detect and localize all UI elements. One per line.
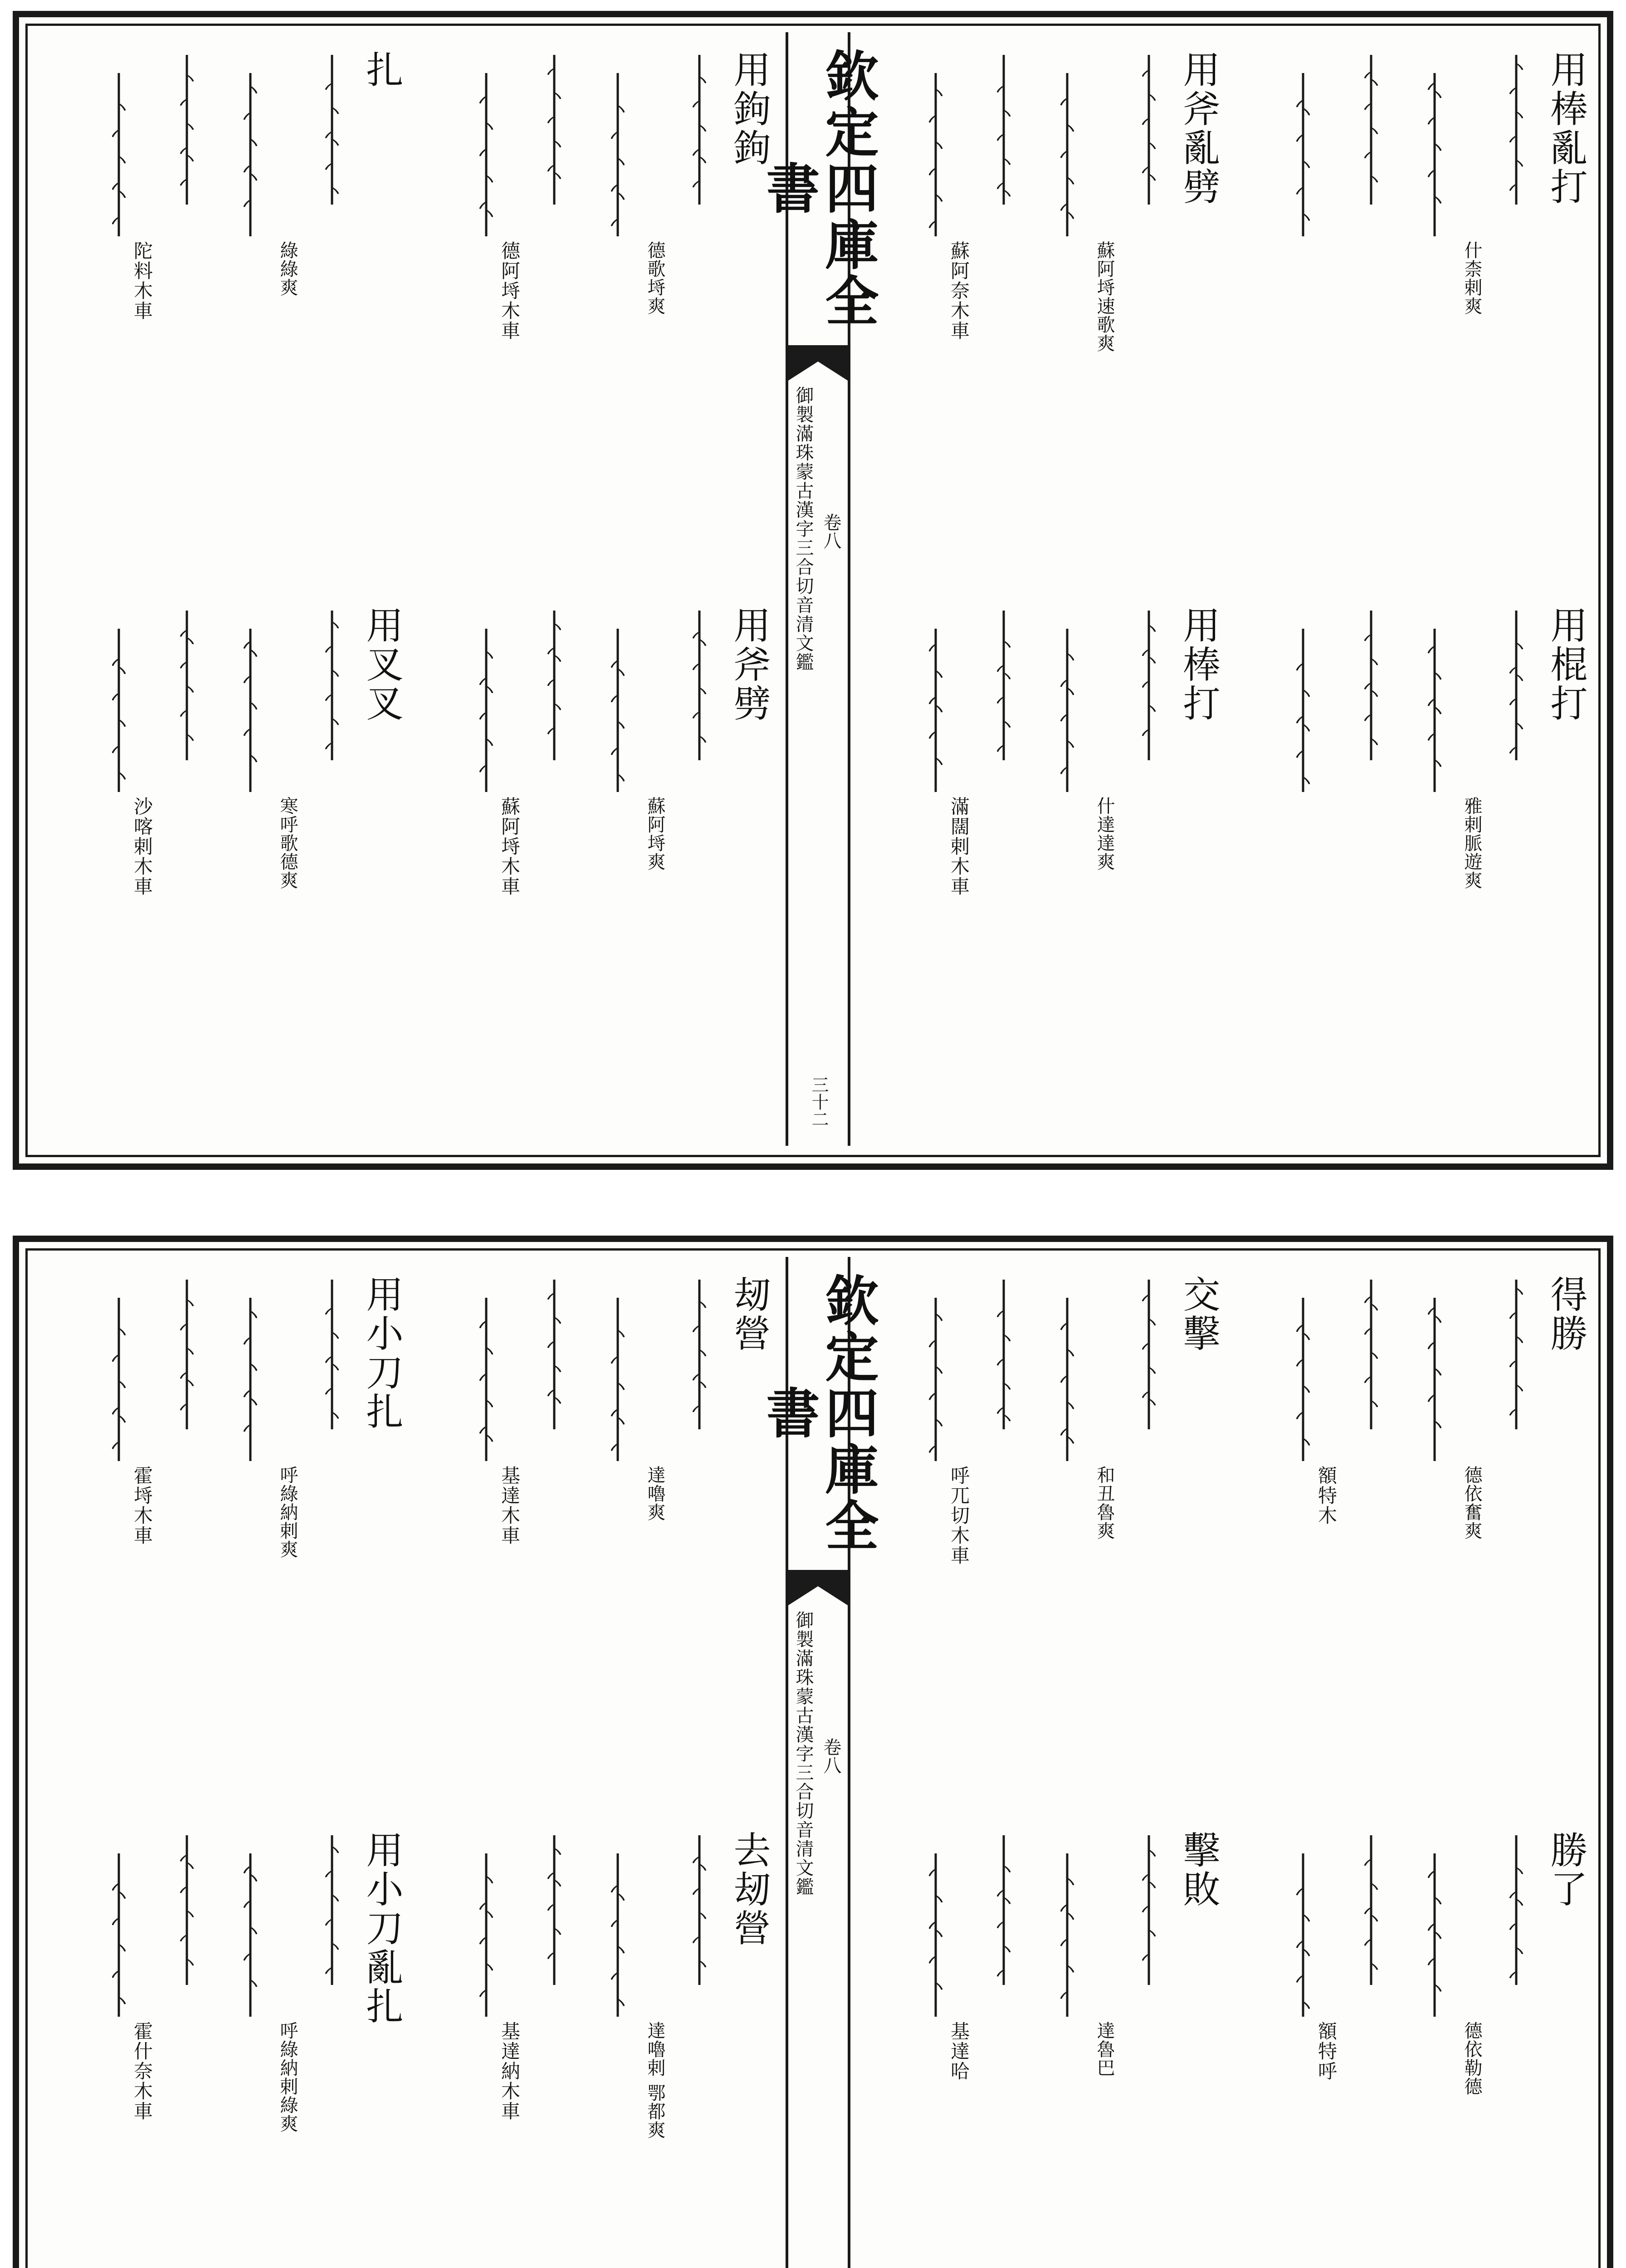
script-column xyxy=(1142,611,1156,760)
script-column xyxy=(244,629,257,792)
head-term: 用棒亂打 xyxy=(1544,50,1587,206)
script-column xyxy=(1509,55,1523,205)
head-term: 勝了 xyxy=(1544,1831,1587,1909)
transcription-gloss: 蘇阿埓爽 xyxy=(645,797,665,871)
script-column xyxy=(693,611,706,760)
entry-row-2 xyxy=(34,588,783,1137)
script-column xyxy=(693,1835,706,1985)
script-column xyxy=(1364,611,1378,760)
entry-row-1 xyxy=(34,32,783,581)
dictionary-entry xyxy=(870,601,1224,1128)
transcription-gloss: 達嚕剌 鄂都爽 xyxy=(645,2021,665,2139)
top-center-column xyxy=(757,32,879,1146)
entry-row-2 xyxy=(853,588,1600,1137)
script-column xyxy=(693,55,706,205)
head-term: 用鉤鉤 xyxy=(728,50,771,167)
script-column xyxy=(325,55,339,205)
top-left-half xyxy=(34,32,783,1146)
transcription-gloss: 蘇阿埓速歌爽 xyxy=(1094,241,1115,352)
script-column xyxy=(325,1280,339,1429)
fishtail-ornament xyxy=(788,348,848,381)
script-column xyxy=(611,629,625,792)
transcription-gloss-secondary: 基達納木車 xyxy=(498,2021,521,2121)
bottom-juan: 卷八 xyxy=(820,1738,841,1774)
transcription-gloss: 達魯巴 xyxy=(1094,2021,1115,2077)
head-term: 扎 xyxy=(360,50,403,89)
script-column xyxy=(479,629,493,792)
script-column xyxy=(611,1298,625,1461)
script-column xyxy=(1060,629,1074,792)
script-column xyxy=(997,55,1011,205)
script-column xyxy=(1142,1835,1156,1985)
dictionary-entry xyxy=(870,46,1224,572)
transcription-gloss: 雅剌脈遊爽 xyxy=(1461,797,1482,890)
script-column xyxy=(611,1853,625,2017)
transcription-gloss: 呼綠納剌綠爽 xyxy=(277,2021,298,2133)
dictionary-entry xyxy=(420,1826,774,2268)
script-column xyxy=(325,611,339,760)
transcription-gloss-secondary: 基達哈 xyxy=(948,2021,970,2081)
head-term: 用棒打 xyxy=(1177,606,1220,723)
script-column xyxy=(1428,629,1441,792)
transcription-gloss-secondary: 額特木 xyxy=(1315,1466,1338,1525)
entry-row-2 xyxy=(853,1813,1600,2268)
head-term: 用斧劈 xyxy=(728,606,771,723)
transcription-gloss-secondary: 蘇阿奈木車 xyxy=(948,241,970,341)
dictionary-entry xyxy=(53,1826,407,2268)
dictionary-entry xyxy=(1237,1826,1591,2268)
script-column xyxy=(180,1835,194,1985)
transcription-gloss: 什柰剌爽 xyxy=(1461,241,1482,315)
script-column xyxy=(1509,611,1523,760)
script-column xyxy=(244,73,257,236)
bottom-page xyxy=(13,1236,1613,2268)
script-column xyxy=(1509,1280,1523,1429)
top-right-half xyxy=(853,32,1600,1146)
bottom-running-title: 御製滿珠蒙古漢字三合切音清文鑑 xyxy=(793,1611,814,1897)
script-column xyxy=(929,629,942,792)
fishtail-ornament xyxy=(788,1573,848,1605)
head-term: 用棍打 xyxy=(1544,606,1587,723)
script-column xyxy=(1364,55,1378,205)
head-term: 交擊 xyxy=(1177,1275,1220,1353)
top-page xyxy=(13,11,1613,1170)
script-column xyxy=(325,1835,339,1985)
transcription-gloss-secondary: 滿闊剌木車 xyxy=(948,797,970,896)
dictionary-entry xyxy=(53,1271,407,1797)
head-term: 用小刀扎 xyxy=(360,1275,403,1431)
dictionary-entry xyxy=(420,46,774,572)
script-column xyxy=(929,1853,942,2017)
head-term: 刼營 xyxy=(728,1275,771,1353)
script-column xyxy=(112,629,126,792)
transcription-gloss: 什達達爽 xyxy=(1094,797,1115,871)
dictionary-entry xyxy=(870,1826,1224,2268)
script-column xyxy=(479,1298,493,1461)
bottom-left-half xyxy=(34,1257,783,2268)
bottom-center-column xyxy=(757,1257,879,2268)
top-juan: 卷八 xyxy=(820,513,841,549)
script-column xyxy=(611,73,625,236)
entry-row-1 xyxy=(853,32,1600,581)
script-column xyxy=(112,1298,126,1461)
head-term: 得勝 xyxy=(1544,1275,1587,1353)
script-column xyxy=(1142,1280,1156,1429)
script-column xyxy=(1296,1298,1310,1461)
script-column xyxy=(693,1280,706,1429)
transcription-gloss-secondary: 霍什奈木車 xyxy=(131,2021,153,2121)
transcription-gloss: 呼綠納剌爽 xyxy=(277,1466,298,1559)
script-column xyxy=(1428,1298,1441,1461)
script-column xyxy=(997,611,1011,760)
script-column xyxy=(929,1298,942,1461)
transcription-gloss-secondary: 沙喀剌木車 xyxy=(131,797,153,896)
head-term: 用叉叉 xyxy=(360,606,403,723)
script-column xyxy=(479,73,493,236)
script-column xyxy=(244,1298,257,1461)
script-column xyxy=(1428,1853,1441,2017)
script-column xyxy=(997,1280,1011,1429)
entry-row-1 xyxy=(853,1257,1600,1806)
transcription-gloss: 達嚕爽 xyxy=(645,1466,665,1521)
script-column xyxy=(547,611,561,760)
script-column xyxy=(1364,1280,1378,1429)
top-folio: 三十二 xyxy=(809,1076,829,1128)
script-column xyxy=(244,1853,257,2017)
script-column xyxy=(1060,1853,1074,2017)
script-column xyxy=(997,1835,1011,1985)
transcription-gloss-secondary: 蘇阿埓木車 xyxy=(498,797,521,896)
dictionary-entry xyxy=(1237,1271,1591,1797)
transcription-gloss-secondary: 德阿埓木車 xyxy=(498,241,521,341)
dictionary-entry xyxy=(420,1271,774,1797)
top-book-title: 欽定四庫全書 xyxy=(788,32,848,348)
script-column xyxy=(1428,73,1441,236)
script-column xyxy=(112,73,126,236)
transcription-gloss: 德依奮爽 xyxy=(1461,1466,1482,1540)
transcription-gloss-secondary: 基達木車 xyxy=(498,1466,521,1545)
transcription-gloss-secondary: 呼兀切木車 xyxy=(948,1466,970,1565)
head-term: 去刼營 xyxy=(728,1831,771,1948)
head-term: 擊敗 xyxy=(1177,1831,1220,1909)
entry-row-2 xyxy=(34,1813,783,2268)
transcription-gloss-secondary: 陀料木車 xyxy=(131,241,153,321)
dictionary-entry xyxy=(1237,601,1591,1128)
script-column xyxy=(1296,1853,1310,2017)
script-column xyxy=(1509,1835,1523,1985)
script-column xyxy=(547,1835,561,1985)
script-column xyxy=(1060,73,1074,236)
head-term: 用小刀亂扎 xyxy=(360,1831,403,2026)
head-term: 用斧亂劈 xyxy=(1177,50,1220,206)
script-column xyxy=(180,55,194,205)
script-column xyxy=(1364,1835,1378,1985)
transcription-gloss-secondary: 額特呼 xyxy=(1315,2021,1338,2081)
entry-row-1 xyxy=(34,1257,783,1806)
bottom-right-half xyxy=(853,1257,1600,2268)
script-column xyxy=(929,73,942,236)
transcription-gloss-secondary: 霍埓木車 xyxy=(131,1466,153,1545)
script-column xyxy=(180,611,194,760)
script-column xyxy=(479,1853,493,2017)
dictionary-entry xyxy=(870,1271,1224,1797)
dictionary-entry xyxy=(420,601,774,1128)
bottom-book-title: 欽定四庫全書 xyxy=(788,1257,848,1573)
script-column xyxy=(547,55,561,205)
script-column xyxy=(1142,55,1156,205)
script-column xyxy=(1060,1298,1074,1461)
transcription-gloss: 德依勒德 xyxy=(1461,2021,1482,2096)
script-column xyxy=(1296,629,1310,792)
transcription-gloss: 綠綠爽 xyxy=(277,241,298,297)
transcription-gloss: 德歌埓爽 xyxy=(645,241,665,315)
dictionary-entry xyxy=(53,46,407,572)
top-running-title: 御製滿珠蒙古漢字三合切音清文鑑 xyxy=(793,386,814,672)
script-column xyxy=(547,1280,561,1429)
dictionary-entry xyxy=(53,601,407,1128)
script-column xyxy=(180,1280,194,1429)
dictionary-entry xyxy=(1237,46,1591,572)
transcription-gloss: 和丑魯爽 xyxy=(1094,1466,1115,1540)
script-column xyxy=(112,1853,126,2017)
transcription-gloss: 寒呼歌德爽 xyxy=(277,797,298,890)
script-column xyxy=(1296,73,1310,236)
